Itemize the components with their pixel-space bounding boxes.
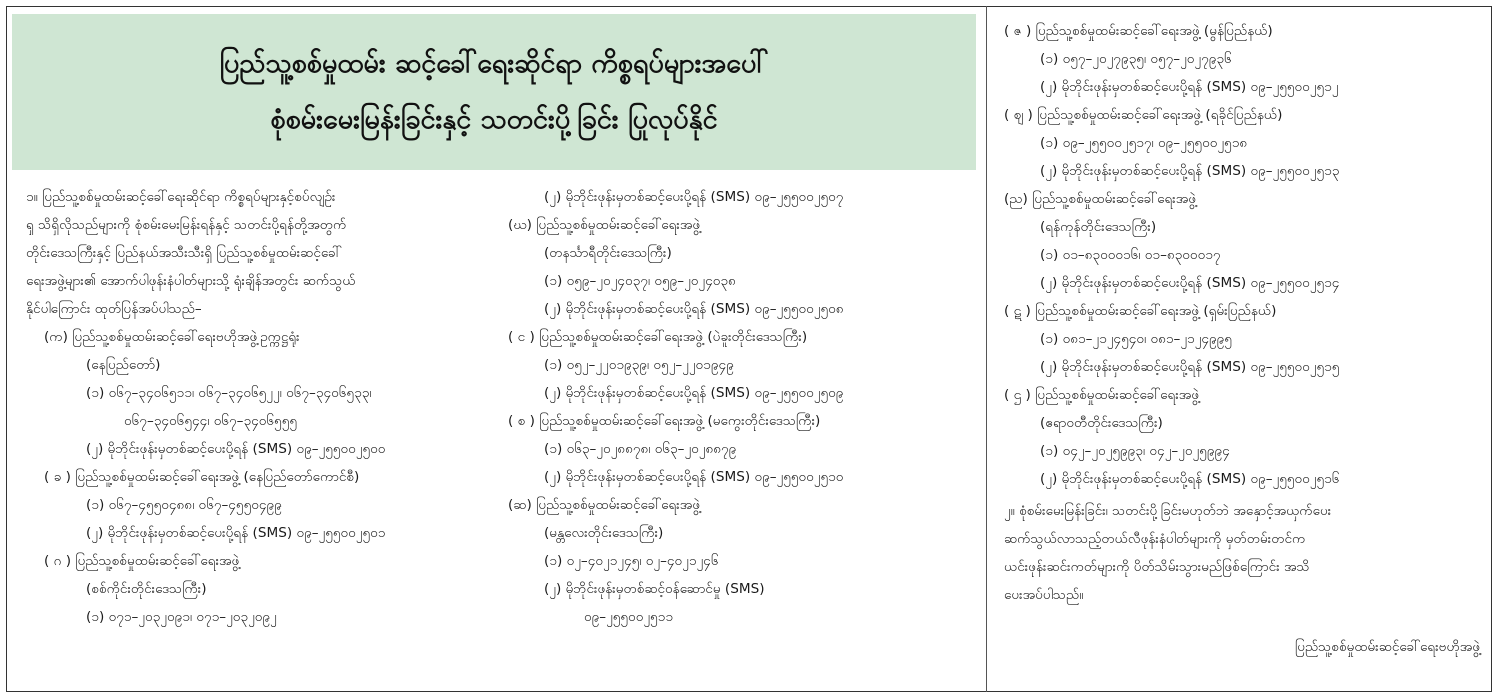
phone-numbers: (၁) ၀၄၂–၂၀၂၅၉၉၃၊ ၀၄၂–၂၀၂၅၉၉၄ xyxy=(1040,443,1230,459)
section-heading: (ည) ပြည်သူ့စစ်မှုထမ်းဆင့်ခေါ်ရေးအဖွဲ့ xyxy=(1004,191,1197,207)
para-1-line: နိုင်ပါကြောင်း ထုတ်ပြန်အပ်ပါသည်– xyxy=(26,301,202,317)
phone-numbers: (၁) ၀၉–၂၅၅၀၀၂၅၁၇၊ ၀၉–၂၅၅၀၀၂၅၁၈ xyxy=(1040,135,1248,151)
section-heading: ( ဇ ) ပြည်သူ့စစ်မှုထမ်းဆင့်ခေါ်ရေးအဖွဲ့ (မွန်ပြည်နယ်) xyxy=(1004,23,1273,39)
section-heading: ( စ ) ပြည်သူ့စစ်မှုထမ်းဆင့်ခေါ်ရေးအဖွဲ့ (မကွေးတိုင်းဒေသကြီး) xyxy=(508,413,821,429)
sms-number: (၂) မိုဘိုင်းဖုန်းမှတစ်ဆင့်ပေးပို့ရန် (SMS) ၀၉–၂၅၅၀၀၂၅၀၁ xyxy=(86,525,386,541)
phone-numbers: (၁) ၀၅၂–၂၂၀၁၉၃၉၊ ၀၅၂–၂၂၀၁၉၄၉ xyxy=(544,357,734,373)
sms-number: (၂) မိုဘိုင်းဖုန်းမှတစ်ဆင့်ပေးပို့ရန် (SMS) ၀၉–၂၅၅၀၀၂၅၁၀ xyxy=(544,469,844,485)
sms-number: (၂) မိုဘိုင်းဖုန်းမှတစ်ဆင့်ပေးပို့ရန် (SMS) ၀၉–၂၅၅၀၀၂၅၀၈ xyxy=(544,301,844,317)
issuer-signature: ပြည်သူ့စစ်မှုထမ်းဆင့်ခေါ်ရေးဗဟိုအဖွဲ့ xyxy=(1294,639,1480,655)
phone-numbers: (၁) ၀၆၇–၃၄၀၆၅၁၁၊ ၀၆၇–၃၄၀၆၅၂၂၊ ၀၆၇–၃၄၀၆၅၃၃၊ xyxy=(86,385,372,401)
sms-number: (၂) မိုဘိုင်းဖုန်းမှတစ်ဆင့်ပေးပို့ရန် (SMS) ၀၉–၂၅၅၀၀၂၅၀၀ xyxy=(86,441,386,457)
sms-number: (၂) မိုဘိုင်းဖုန်းမှတစ်ဆင့်ပေးပို့ရန် (SMS) ၀၉–၂၅၅၀၀၂၅၀၇ xyxy=(544,189,844,205)
sms-number: (၂) မိုဘိုင်းဖုန်းမှတစ်ဆင့်ပေးပို့ရန် (SMS) ၀၉–၂၅၅၀၀၂၅၁၆ xyxy=(1040,471,1340,487)
sms-number: (၂) မိုဘိုင်းဖုန်းမှတစ်ဆင့်ပေးပို့ရန် (SMS) ၀၉–၂၅၅၀၀၂၅၁၂ xyxy=(1040,79,1339,95)
para-1-line: ၁။ ပြည်သူ့စစ်မှုထမ်းဆင့်ခေါ်ရေးဆိုင်ရာ ကိစ္စရပ်များနှင့်စပ်လျဉ်း xyxy=(26,189,336,205)
sms-number: (၂) မိုဘိုင်းဖုန်းမှတစ်ဆင့်ပေးပို့ရန် (SMS) ၀၉–၂၅၅၀၀၂၅၀၉ xyxy=(544,385,844,401)
para-2-line: ယင်းဖုန်းဆင်းကတ်များကို ပိတ်သိမ်းသွားမည်ဖြစ်ကြောင်း အသိ xyxy=(1004,559,1310,575)
para-2-line: ပေးအပ်ပါသည်။ xyxy=(1004,587,1084,603)
section-heading: ( င ) ပြည်သူ့စစ်မှုထမ်းဆင့်ခေါ်ရေးအဖွဲ့ (ပဲခူးတိုင်းဒေသကြီး) xyxy=(508,329,808,345)
section-subheading: (စစ်ကိုင်းတိုင်းဒေသကြီး) xyxy=(86,581,207,597)
phone-numbers: ၀၆၇–၃၄၀၆၅၄၄၊ ၀၆၇–၃၄၀၆၅၅၅ xyxy=(124,413,297,429)
title-line-1: ပြည်သူ့စစ်မှုထမ်း ဆင့်ခေါ်ရေးဆိုင်ရာ ကိစ္စရပ်များအပေါ် xyxy=(219,48,769,79)
sms-number-value: ၀၉–၂၅၅၀၀၂၅၁၁ xyxy=(584,609,673,625)
sms-number: (၂) မိုဘိုင်းဖုန်းမှတစ်ဆင့်ဝန်ဆောင်မှု (SMS) xyxy=(544,581,765,597)
title-banner xyxy=(12,14,976,170)
section-heading: (ဃ) ပြည်သူ့စစ်မှုထမ်းဆင့်ခေါ်ရေးအဖွဲ့ xyxy=(508,217,701,233)
para-2-line: ဆက်သွယ်လာသည့်တယ်လီဖုန်းနံပါတ်များကို မှတ်တမ်းတင်က xyxy=(1004,531,1306,547)
section-heading: (ဆ) ပြည်သူ့စစ်မှုထမ်းဆင့်ခေါ်ရေးအဖွဲ့ xyxy=(508,497,701,513)
section-subheading: (ရန်ကုန်တိုင်းဒေသကြီး) xyxy=(1040,219,1157,235)
column-divider xyxy=(986,6,987,692)
para-1-line: ရေးအဖွဲ့များ၏ အောက်ပါဖုန်းနံပါတ်များသို့ ရုံးချိန်အတွင်း ဆက်သွယ် xyxy=(26,273,356,289)
phone-numbers: (၁) ၀၇၁–၂၀၃၂၀၉၁၊ ၀၇၁–၂၀၃၂၀၉၂ xyxy=(86,609,277,625)
section-heading: ( ခ ) ပြည်သူ့စစ်မှုထမ်းဆင့်ခေါ်ရေးအဖွဲ့ (နေပြည်တော်ကောင်စီ) xyxy=(44,469,360,485)
para-1-line: တိုင်းဒေသကြီးနှင့် ပြည်နယ်အသီးသီးရှိ ပြည်သူ့စစ်မှုထမ်းဆင့်ခေါ် xyxy=(26,245,342,261)
phone-numbers: (၁) ၀၂–၄၀၂၁၂၄၅၊ ၀၂–၄၀၂၁၂၄၆ xyxy=(544,553,719,569)
para-1-line: ၡ သိရှိလိုသည်များကို စုံစမ်းမေးမြန်းရန်နှင့် သတင်းပို့ရန်တို့အတွက် xyxy=(26,217,347,233)
section-subheading: (တနင်္သာရီတိုင်းဒေသကြီး) xyxy=(544,245,672,261)
phone-numbers: (၁) ၀၈၁–၂၁၂၄၅၄၀၊ ၀၈၁–၂၁၂၄၉၉၅ xyxy=(1040,331,1232,347)
para-2-line: ၂။ စုံစမ်းမေးမြန်းခြင်း၊ သတင်းပို့ခြင်းမဟုတ်ဘဲ အနှောင့်အယှက်ပေး xyxy=(1004,503,1332,519)
phone-numbers: (၁) ၀၁–၈၃၀၀၀၁၆၊ ၀၁–၈၃၀၀၀၁၇ xyxy=(1040,247,1221,263)
sms-number: (၂) မိုဘိုင်းဖုန်းမှတစ်ဆင့်ပေးပို့ရန် (SMS) ၀၉–၂၅၅၀၀၂၅၁၃ xyxy=(1040,163,1340,179)
phone-numbers: (၁) ၀၅၇–၂၀၂၇၉၃၅၊ ၀၅၇–၂၀၂၇၉၃၆ xyxy=(1040,51,1232,67)
section-heading: ( ဂ ) ပြည်သူ့စစ်မှုထမ်းဆင့်ခေါ်ရေးအဖွဲ့ xyxy=(44,553,240,569)
section-subheading: (နေပြည်တော်) xyxy=(86,357,161,373)
title-line-2: စုံစမ်းမေးမြန်းခြင်းနှင့် သတင်းပို့ခြင်း ပြုလုပ်နိုင် xyxy=(270,104,718,135)
sms-number: (၂) မိုဘိုင်းဖုန်းမှတစ်ဆင့်ပေးပို့ရန် (SMS) ၀၉–၂၅၅၀၀၂၅၁၅ xyxy=(1040,359,1340,375)
section-subheading: (မန္တလေးတိုင်းဒေသကြီး) xyxy=(544,525,664,541)
section-subheading: (ဧရာဝတီတိုင်းဒေသကြီး) xyxy=(1040,415,1163,431)
phone-numbers: (၁) ၀၆၇–၄၅၅၀၄၈၈၊ ၀၆၇–၄၅၅၀၄၉၉ xyxy=(86,497,282,513)
phone-numbers: (၁) ၀၆၃–၂၀၂၈၈၇၈၊ ၀၆၃–၂၀၂၈၈၇၉ xyxy=(544,441,737,457)
section-heading: ( ဈ ) ပြည်သူ့စစ်မှုထမ်းဆင့်ခေါ်ရေးအဖွဲ့ (ရခိုင်ပြည်နယ်) xyxy=(1004,107,1283,123)
phone-numbers: (၁) ၀၅၉–၂၀၂၄၀၃၇၊ ၀၅၉–၂၀၂၄၀၃၈ xyxy=(544,273,736,289)
section-heading: ( ဋ ) ပြည်သူ့စစ်မှုထမ်းဆင့်ခေါ်ရေးအဖွဲ့ (ရှမ်းပြည်နယ်) xyxy=(1004,303,1277,319)
section-heading: (က) ပြည်သူ့စစ်မှုထမ်းဆင့်ခေါ်ရေးဗဟိုအဖွဲ့ဥက္ကဋ္ဌရုံး xyxy=(44,329,300,345)
section-heading: ( ဌ ) ပြည်သူ့စစ်မှုထမ်းဆင့်ခေါ်ရေးအဖွဲ့ xyxy=(1004,387,1200,403)
sms-number: (၂) မိုဘိုင်းဖုန်းမှတစ်ဆင့်ပေးပို့ရန် (SMS) ၀၉–၂၅၅၀၀၂၅၁၄ xyxy=(1040,275,1340,291)
